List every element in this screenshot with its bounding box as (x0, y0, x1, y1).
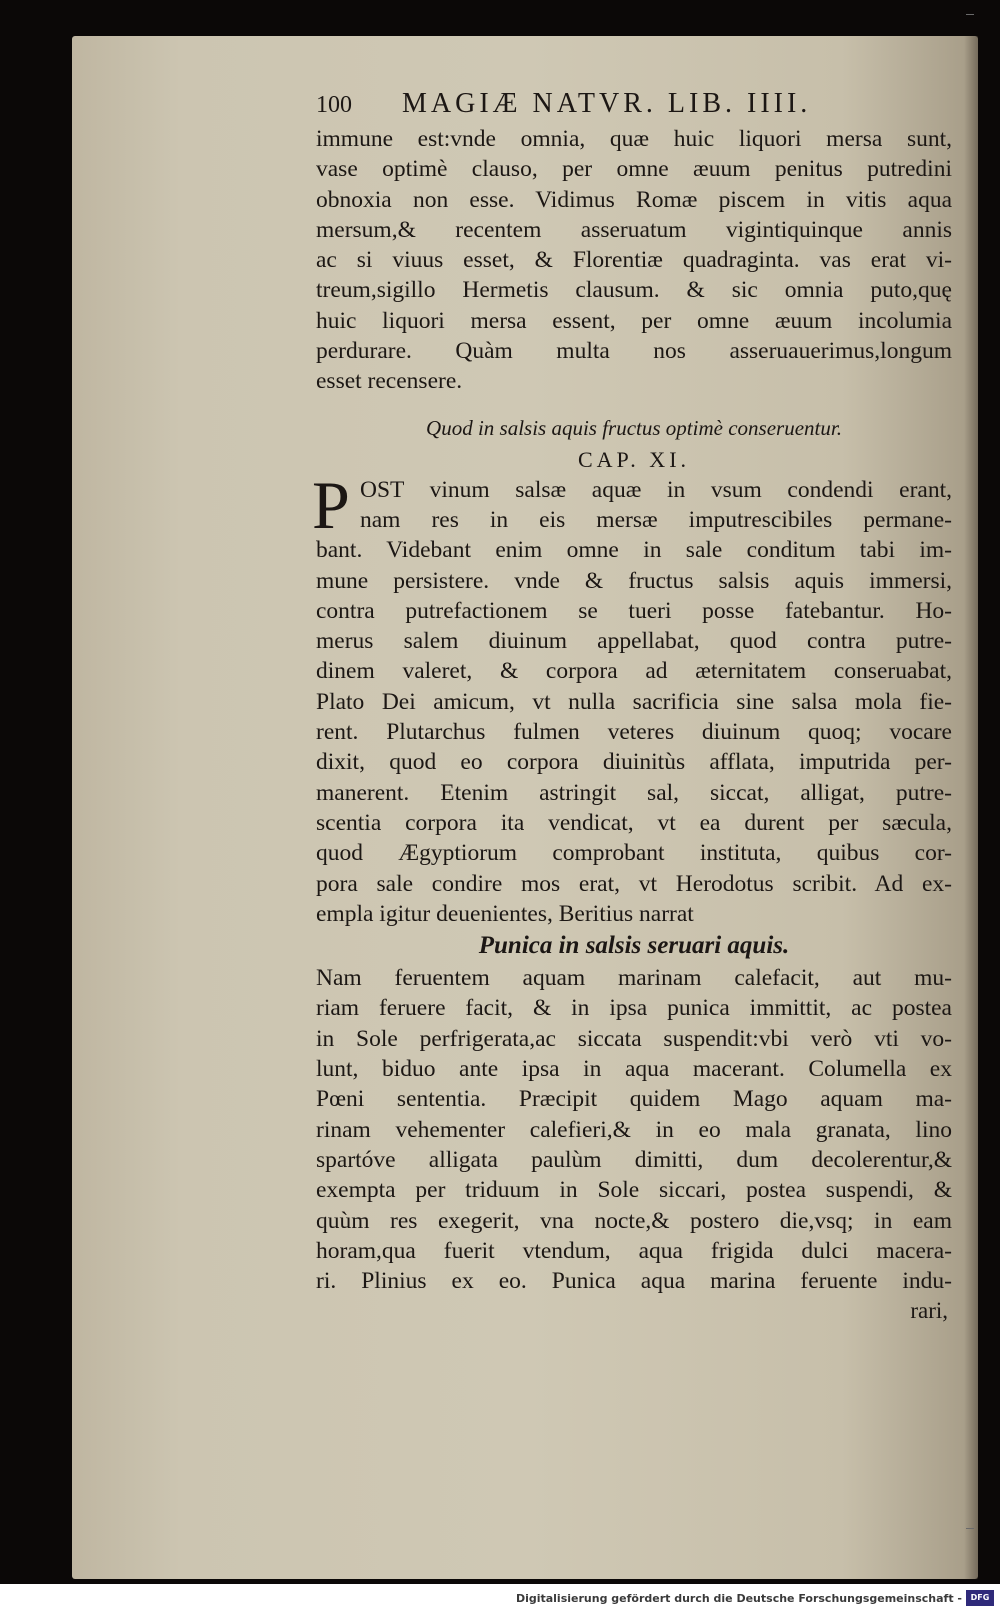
chapter-paragraph (312, 466, 952, 929)
subheading: Punica in salsis seruari aquis. (478, 932, 790, 960)
text-line: Nam feruentem aquam marinam calefacit, aut mu- (316, 965, 952, 992)
text-line: spartóve alligata paulùm dimitti, dum decolerentur,& (316, 1146, 952, 1173)
page-edge-shadow (964, 36, 978, 1579)
running-title: MAGIÆ NATVR. LIB. IIII. (402, 88, 812, 119)
text-line: scentia corpora ita vendicat, vt ea durent per sæcula, (316, 809, 952, 836)
text-line: bant. Videbant enim omne in sale conditum tabi im- (316, 537, 952, 564)
text-line: merus salem diuinum appellabat, quod contra putre- (316, 628, 952, 655)
drop-capital: P (312, 466, 350, 543)
text-line: dixit, quod eo corpora diuinitùs afflata, imputrida per- (316, 749, 952, 776)
text-line: Pœni sententia. Præcipit quidem Mago aquam ma- (316, 1086, 952, 1113)
running-head (316, 88, 952, 124)
text-line: exempta per triduum in Sole siccari, postea suspendi, & (316, 1177, 952, 1204)
text-line: riam feruere facit, & in ipsa punica immittit, ac postea (316, 995, 952, 1022)
text-line: nam res in eis mersæ imputrescibiles permane- (360, 506, 952, 533)
text-line: OST vinum salsæ aquæ in vsum condendi erant, (360, 476, 952, 503)
opening-paragraph (316, 124, 952, 397)
text-line: horam,qua fuerit vtendum, aqua frigida dulci macera- (316, 1237, 952, 1264)
digitization-footer (0, 1584, 1000, 1618)
catchword: rari, (910, 1298, 948, 1324)
scan-marker (966, 1528, 974, 1529)
text-line: lunt, biduo ante ipsa in aqua macerant. Columella ex (316, 1056, 952, 1083)
scan-marker (966, 14, 974, 15)
text-line: dinem valeret, & corpora ad æternitatem conseruabat, (316, 658, 952, 685)
text-line: quod Ægyptiorum comprobant instituta, quibus cor- (316, 840, 952, 867)
section-title: Quod in salsis aquis fructus optimè conseruentur. (426, 415, 842, 440)
text-line: rent. Plutarchus fulmen veteres diuinum quoq; vocare (316, 719, 952, 746)
page-number: 100 (316, 92, 352, 118)
text-line: contra putrefactionem se tueri posse fatebantur. Ho- (316, 597, 952, 624)
text-line: treum,sigillo Hermetis clausum. & sic omnia puto,quę (316, 277, 952, 304)
dfg-logo: DFG (966, 1590, 994, 1606)
text-line: immune est:vnde omnia, quæ huic liquori mersa sunt, (316, 126, 952, 152)
funding-credit: Digitalisierung gefördert durch die Deutsche Forschungsgemeinschaft - (515, 1592, 962, 1605)
text-line: mersum,& recentem asseruatum vigintiquinque annis (316, 216, 952, 243)
page-text (312, 88, 952, 1326)
text-line: empla igitur deuenientes, Beritius narrat (316, 900, 694, 927)
text-line: esset recensere. (316, 368, 463, 395)
text-line: quùm res exegerit, vna nocte,& postero die,vsq; in eam (316, 1207, 952, 1234)
text-line: ri. Plinius ex eo. Punica aqua marina feruente indu- (316, 1268, 952, 1295)
text-line: obnoxia non esse. Vidimus Romæ piscem in vitis aqua (316, 186, 952, 213)
text-line: vase optimè clauso, per omne æuum penitus putredini (316, 156, 952, 183)
text-line: huic liquori mersa essent, per omne æuum incolumia (316, 307, 952, 334)
text-line: manerent. Etenim astringit sal, siccat, alligat, putre- (316, 779, 952, 806)
text-line: rinam vehementer calefieri,& in eo mala granata, lino (316, 1116, 952, 1143)
text-line: perdurare. Quàm multa nos asseruauerimus,longum (316, 338, 952, 365)
text-line: pora sale condire mos erat, vt Herodotus scribit. Ad ex- (316, 870, 952, 897)
text-line: mune persistere. vnde & fructus salsis aquis immersi, (316, 567, 952, 594)
recipe-paragraph (316, 963, 952, 1296)
chapter-heading: CAP. XI. (577, 446, 691, 472)
text-line: in Sole perfrigerata,ac siccata suspendit:vbi verò vti vo- (316, 1025, 952, 1052)
text-line: ac si viuus esset, & Florentiæ quadraginta. vas erat vi- (316, 247, 952, 274)
text-line: Plato Dei amicum, vt nulla sacrificia sine salsa mola fie- (316, 688, 952, 715)
